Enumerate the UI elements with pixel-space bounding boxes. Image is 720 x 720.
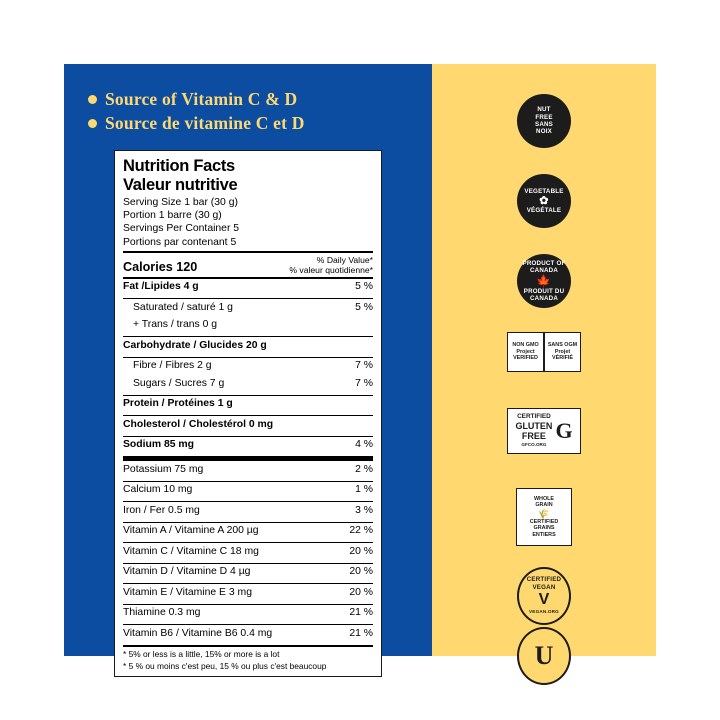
- nutrient-label: Thiamine 0.3 mg: [123, 607, 201, 619]
- badge-line: GLUTEN: [515, 421, 553, 431]
- nutrient-label: Fat /Lipides 4 g: [123, 281, 199, 293]
- table-row: [123, 502, 373, 520]
- badge-line: WHOLE: [533, 495, 555, 502]
- gluten-free-icon: [507, 409, 581, 453]
- product-of-canada-icon: [517, 254, 571, 308]
- nutrient-label: Protein / Protéines 1 g: [123, 398, 233, 410]
- calories-row: [123, 253, 373, 275]
- certified-vegan-icon: [517, 569, 571, 623]
- badge-line: PRODUCT OF CANADA: [522, 259, 566, 275]
- badge-line: VERIFIED: [513, 355, 538, 362]
- table-row: [123, 564, 373, 582]
- table-row: [123, 396, 373, 414]
- badge-line: PRODUIT DU CANADA: [523, 287, 565, 302]
- servings-per-container-fr: Portions par contenant 5: [123, 236, 237, 248]
- kosher-u-icon: [517, 629, 571, 683]
- nutrient-label: Calcium 10 mg: [123, 484, 193, 496]
- nutrient-value: 20 %: [349, 566, 373, 578]
- maple-leaf-icon: 🍁: [536, 273, 552, 288]
- nutrient-value: 7 %: [355, 377, 373, 389]
- table-row: [123, 437, 373, 455]
- nutrition-title-fr: Valeur nutritive: [123, 176, 238, 194]
- nutrient-label: Vitamin E / Vitamine E 3 mg: [123, 586, 252, 598]
- badge-line: VÉRIFIÉ: [552, 355, 573, 362]
- whole-grain-icon: [516, 489, 572, 545]
- badge-line: VEGETABLE: [524, 187, 564, 195]
- nutrient-label: Sodium 85 mg: [123, 439, 195, 451]
- badge-line: FREE: [521, 431, 546, 441]
- badge-line: GRAIN: [535, 502, 553, 509]
- nutrient-value: 5 %: [355, 281, 373, 293]
- bullet-icon: [88, 119, 97, 128]
- nutrient-value: 20 %: [349, 586, 373, 598]
- badge-line: VÉGÉTALE: [526, 207, 562, 214]
- badge-line: ENTIERS: [532, 531, 556, 538]
- nut-free-icon: [517, 94, 571, 148]
- non-gmo-project-icon: [507, 332, 581, 372]
- vegan-v-icon: V: [538, 591, 550, 609]
- nutrient-label: Fibre / Fibres 2 g: [133, 360, 212, 372]
- table-row: [123, 358, 373, 376]
- nutrient-value: 21 %: [349, 627, 373, 639]
- nutrition-title-en: Nutrition Facts: [123, 157, 235, 175]
- table-row: [123, 416, 373, 434]
- table-row: [123, 375, 373, 393]
- serving-size-fr: Portion 1 barre (30 g): [123, 210, 222, 222]
- leaf-icon: ✿: [539, 195, 549, 207]
- bullet-icon: [88, 95, 97, 104]
- daily-value-header-fr: % valeur quotidienne*: [289, 264, 373, 275]
- claims-list: [88, 88, 418, 136]
- nutrient-label: Vitamin B6 / Vitamine B6 0.4 mg: [123, 627, 273, 639]
- vegetable-icon: [517, 174, 571, 228]
- gf-mark-icon: G: [555, 418, 573, 443]
- nutrient-label: + Trans / trans 0 g: [133, 319, 218, 331]
- nutrient-label: Vitamin D / Vitamine D 4 µg: [123, 566, 251, 578]
- nutrient-value: 2 %: [355, 463, 373, 475]
- claim-text-en: Source of Vitamin C & D: [105, 89, 298, 109]
- badge-line: FREE: [535, 113, 553, 121]
- wheat-icon: 🌾: [538, 508, 550, 519]
- nutrient-label: Sugars / Sucres 7 g: [133, 377, 225, 389]
- badge-line: CERTIFIED: [529, 518, 559, 525]
- badge-line: Projet: [554, 348, 571, 355]
- nutrient-label: Potassium 75 mg: [123, 463, 204, 475]
- table-row: [123, 299, 373, 317]
- nutrient-value: 7 %: [355, 360, 373, 372]
- nutrient-value: 20 %: [349, 545, 373, 557]
- serving-size-en: Serving Size 1 bar (30 g): [123, 197, 238, 208]
- non-gmo-en: [507, 332, 544, 372]
- daily-value-header-en: % Daily Value*: [316, 254, 373, 265]
- badge-line: GFCO.ORG: [521, 442, 547, 447]
- table-row: [123, 523, 373, 541]
- nutrient-value: 22 %: [349, 525, 373, 537]
- badge-line: VEGAN.ORG: [529, 609, 559, 615]
- footnote-fr: * 5 % ou moins c'est peu, 15 % ou plus c'est beaucoup: [123, 661, 327, 672]
- nutrient-label: Vitamin A / Vitamine A 200 µg: [123, 525, 259, 537]
- nutrient-value: 4 %: [355, 439, 373, 451]
- calories-label: Calories 120: [123, 259, 198, 274]
- nutrient-value: 1 %: [355, 484, 373, 496]
- nutrient-label: Cholesterol / Cholestérol 0 mg: [123, 418, 274, 430]
- badge-line: CERTIFIED VEGAN: [526, 576, 562, 591]
- claim-item: [88, 112, 418, 134]
- table-row: [123, 337, 373, 355]
- servings-per-container-en: Servings Per Container 5: [123, 223, 240, 235]
- table-row: [123, 543, 373, 561]
- nutrient-value: 5 %: [355, 301, 373, 313]
- nutrient-label: Iron / Fer 0.5 mg: [123, 504, 200, 516]
- badge-line: U: [534, 641, 554, 670]
- table-row: [123, 625, 373, 643]
- badge-line: NOIX: [536, 128, 552, 136]
- badge-line: Project: [516, 348, 535, 355]
- badge-line: SANS: [535, 121, 553, 128]
- nutrition-facts-panel: [114, 150, 382, 677]
- nutrient-label: Carbohydrate / Glucides 20 g: [123, 339, 267, 351]
- nutrient-value: 3 %: [355, 504, 373, 516]
- table-row: [123, 584, 373, 602]
- nutrient-label: Saturated / saturé 1 g: [133, 301, 233, 313]
- certification-badge-column: [432, 64, 656, 670]
- table-row: [123, 461, 373, 479]
- claim-item: [88, 88, 418, 110]
- badge-line: SANS OGM: [547, 342, 578, 349]
- claim-text-fr: Source de vitamine C et D: [105, 113, 305, 133]
- badge-line: CERTIFIED: [517, 413, 551, 421]
- nutrient-value: 21 %: [349, 607, 373, 619]
- table-row: [123, 482, 373, 500]
- badge-line: NON GMO: [512, 342, 539, 349]
- badge-line: GRAINS: [533, 525, 555, 532]
- table-row: [123, 605, 373, 623]
- footnote-en: * 5% or less is a little, 15% or more is a lot: [123, 648, 280, 659]
- nutrient-label: Vitamin C / Vitamine C 18 mg: [123, 545, 259, 557]
- non-gmo-fr: [544, 332, 581, 372]
- table-row: [123, 279, 373, 297]
- table-row: [123, 317, 373, 335]
- badge-line: NUT: [537, 106, 551, 114]
